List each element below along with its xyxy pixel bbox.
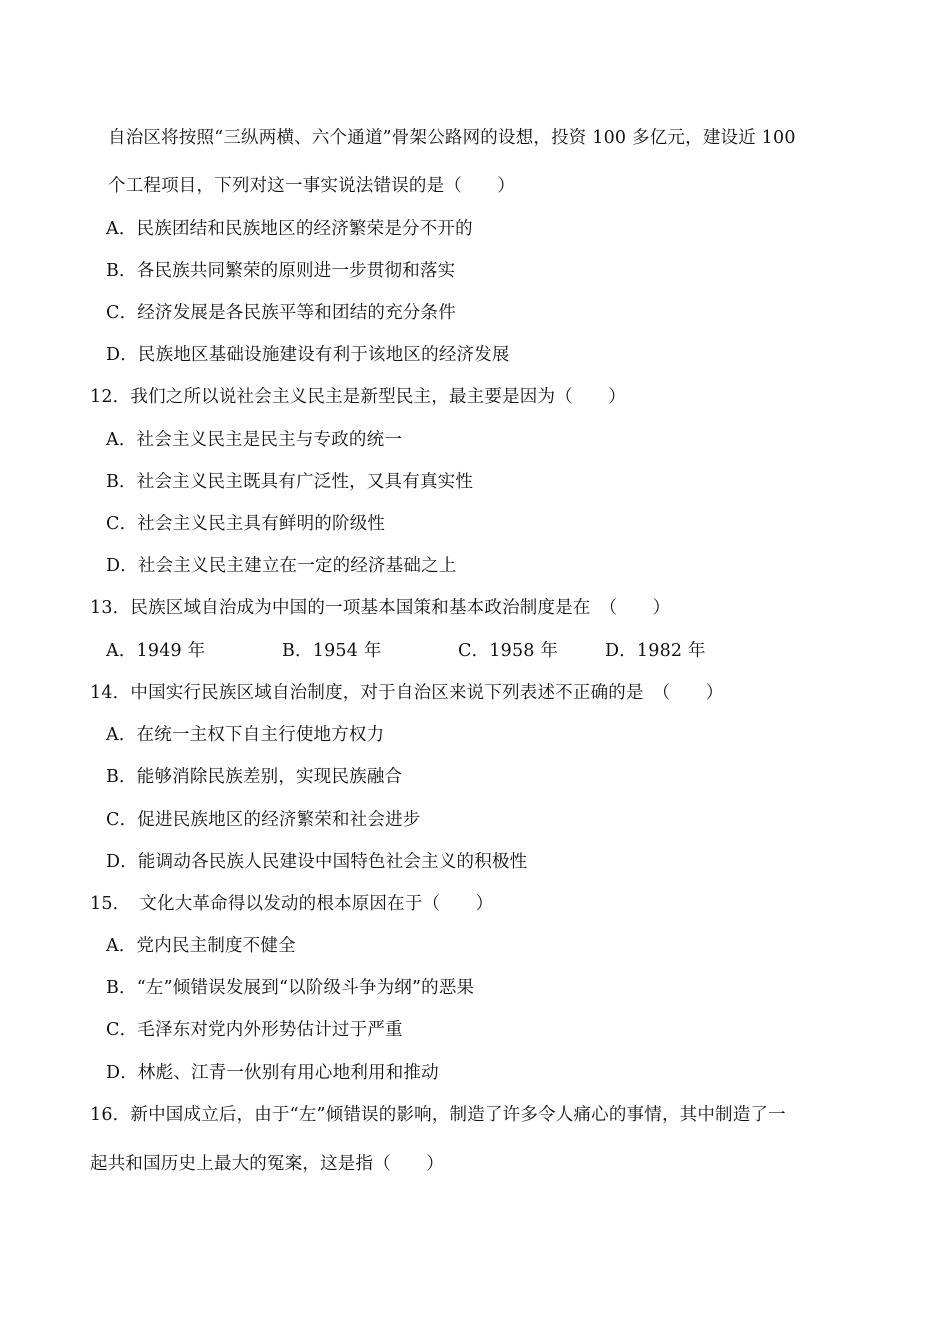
q15-stem: 15． 文化大革命得以发动的根本原因在于（ ） (90, 894, 494, 914)
q15-option-c: C．毛泽东对党内外形势估计过于严重 (106, 1020, 403, 1040)
q12-stem: 12．我们之所以说社会主义民主是新型民主，最主要是因为（ ） (90, 387, 626, 407)
q13-option-c: C．1958 年 (458, 641, 559, 661)
q15-option-a: A．党内民主制度不健全 (106, 936, 296, 956)
q12-option-b: B．社会主义民主既具有广泛性，又具有真实性 (106, 472, 474, 492)
q11-option-b: B．各民族共同繁荣的原则进一步贯彻和落实 (106, 261, 456, 281)
q11-option-a: A．民族团结和民族地区的经济繁荣是分不开的 (106, 219, 473, 239)
q13-stem: 13．民族区域自治成为中国的一项基本国策和基本政治制度是在 （ ） (90, 598, 671, 618)
q12-option-d: D．社会主义民主建立在一定的经济基础之上 (106, 556, 457, 576)
q14-option-c: C．促进民族地区的经济繁荣和社会进步 (106, 810, 421, 830)
q16-stem-line1: 16．新中国成立后，由于“左”倾错误的影响，制造了许多令人痛心的事情，其中制造了一 (90, 1105, 786, 1125)
q16-stem-line2: 起共和国历史上最大的冤案，这是指（ ） (90, 1154, 444, 1174)
q12-option-c: C．社会主义民主具有鲜明的阶级性 (106, 514, 386, 534)
q14-option-d: D．能调动各民族人民建设中国特色社会主义的积极性 (106, 852, 528, 872)
q11-option-d: D．民族地区基础设施建设有利于该地区的经济发展 (106, 345, 510, 365)
q13-option-b: B．1954 年 (282, 641, 382, 661)
q15-option-d: D．林彪、江青一伙别有用心地利用和推动 (106, 1063, 439, 1083)
q14-option-b: B．能够消除民族差别，实现民族融合 (106, 767, 403, 787)
q14-stem: 14．中国实行民族区域自治制度，对于自治区来说下列表述不正确的是 （ ） (90, 683, 724, 703)
q13-option-a: A．1949 年 (106, 641, 206, 661)
q15-option-b: B．“左”倾错误发展到“以阶级斗争为纲”的恶果 (106, 978, 475, 998)
q12-option-a: A．社会主义民主是民主与专政的统一 (106, 430, 403, 450)
q14-option-a: A．在统一主权下自主行使地方权力 (106, 725, 385, 745)
q11-stem-line1: 自治区将按照“三纵两横、六个通道”骨架公路网的设想，投资 100 多亿元，建设近 100 (108, 128, 796, 148)
q11-stem-line2: 个工程项目，下列对这一事实说法错误的是（ ） (108, 176, 516, 196)
q13-option-d: D．1982 年 (605, 641, 706, 661)
q11-option-c: C．经济发展是各民族平等和团结的充分条件 (106, 303, 456, 323)
